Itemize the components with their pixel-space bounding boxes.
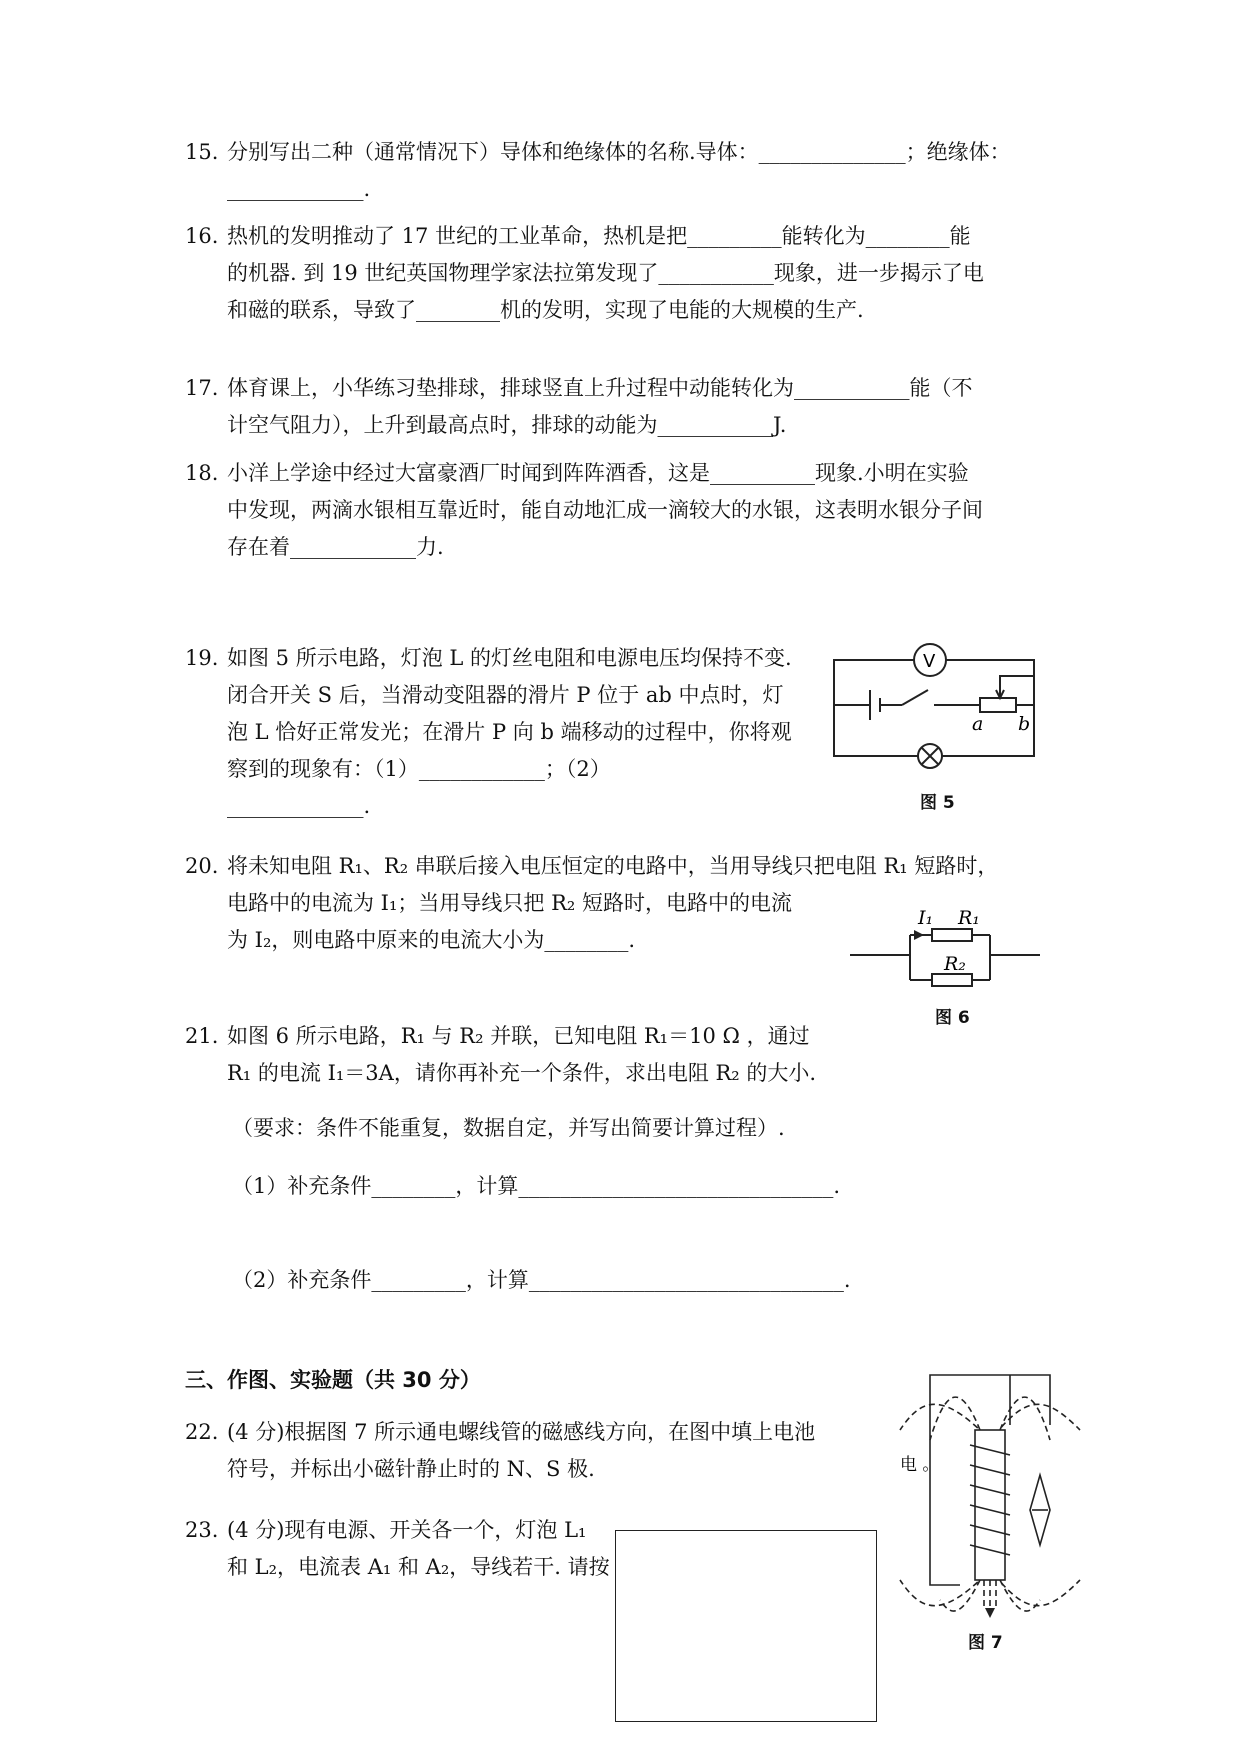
question-number: 21. [185, 1024, 219, 1048]
question-21 [185, 1018, 816, 1092]
question-text: R₁ 的电流 I₁＝3A，请你再补充一个条件，求出电阻 R₂ 的大小. [227, 1061, 817, 1085]
question-text: 将未知电阻 R₁、R₂ 串联后接入电压恒定的电路中，当用导线只把电阻 R₁ 短路时， [227, 854, 999, 878]
figure-5-circuit [830, 630, 1050, 770]
question-number: 23. [185, 1518, 219, 1542]
question-text: _____________. [227, 794, 371, 818]
question-23 [185, 1512, 610, 1586]
question-number: 20. [185, 854, 219, 878]
question-text: 和 L₂，电流表 A₁ 和 A₂，导线若干. 请按 [227, 1555, 610, 1579]
question-text: 中发现，两滴水银相互靠近时，能自动地汇成一滴较大的水银，这表明水银分子间 [227, 498, 983, 522]
arrow-down [985, 1608, 995, 1618]
question-text: 体育课上，小华练习垫排球，排球竖直上升过程中动能转化为___________能（不 [227, 376, 973, 400]
question-number: 15. [185, 140, 219, 164]
question-text: 符号，并标出小磁针静止时的 N、S 极. [227, 1457, 595, 1481]
current-i1-label: I₁ [918, 907, 934, 929]
current-arrow [914, 930, 924, 940]
question-text: 为 I₂，则电路中原来的电流大小为________. [227, 928, 636, 952]
question-18 [185, 455, 983, 566]
terminal-a-label: a [972, 713, 984, 735]
question-21-part-2: （2）补充条件_________，计算______________________________. [232, 1268, 851, 1292]
question-22 [185, 1414, 815, 1488]
question-number: 18. [185, 461, 219, 485]
question-number: 17. [185, 376, 219, 400]
question-19 [185, 640, 792, 825]
question-text: 存在着____________力. [227, 535, 444, 559]
question-text: _____________. [227, 177, 371, 201]
figure-7-caption: 图 7 [968, 1633, 1003, 1653]
resistor-r2-label: R₂ [944, 953, 966, 975]
question-text: 计空气阻力），上升到最高点时，排球的动能为___________J. [227, 413, 787, 437]
question-text: 热机的发明推动了 17 世纪的工业革命，热机是把_________能转化为________能 [227, 224, 971, 248]
resistor-r1 [932, 929, 972, 941]
question-text: 的机器. 到 19 世纪英国物理学家法拉第发现了___________现象，进一步揭示了电 [227, 261, 984, 285]
section-title: 三、作图、实验题（共 30 分） [185, 1368, 481, 1392]
question-text: 小洋上学途中经过大富豪酒厂时闻到阵阵酒香，这是__________现象.小明在实验 [227, 461, 969, 485]
resistor-r1-label: R₁ [958, 907, 980, 929]
question-21-requirement: （要求：条件不能重复，数据自定，并写出简要计算过程）. [232, 1116, 785, 1140]
question-text: 电路中的电流为 I₁；当用导线只把 R₂ 短路时，电路中的电流 [227, 891, 792, 915]
question-text: 察到的现象有：（1）____________；（2） [227, 757, 611, 781]
question-text: 如图 6 所示电路，R₁ 与 R₂ 并联，已知电阻 R₁＝10 Ω ，通过 [227, 1024, 810, 1048]
resistor-r2 [932, 974, 972, 986]
answer-drawing-box[interactable] [615, 1530, 877, 1722]
figure-6-caption: 图 6 [935, 1008, 970, 1028]
question-number: 16. [185, 224, 219, 248]
figure-6-circuit [850, 900, 1050, 1000]
figure-5-caption: 图 5 [920, 793, 955, 813]
question-number: 22. [185, 1420, 219, 1444]
question-number: 19. [185, 646, 219, 670]
question-text: 如图 5 所示电路，灯泡 L 的灯丝电阻和电源电压均保持不变. [227, 646, 792, 670]
question-text: (4 分)根据图 7 所示通电螺线管的磁感线方向，在图中填上电池 [227, 1420, 816, 1444]
question-text: 和磁的联系，导致了________机的发明，实现了电能的大规模的生产. [227, 298, 864, 322]
question-text: (4 分)现有电源、开关各一个，灯泡 L₁ [227, 1518, 587, 1542]
question-17 [185, 370, 973, 444]
question-text: 闭合开关 S 后，当滑动变阻器的滑片 P 位于 ab 中点时，灯 [227, 683, 784, 707]
question-21-part-1: （1）补充条件________，计算______________________________. [232, 1174, 841, 1198]
voltmeter-label: V [923, 651, 936, 672]
rheostat-symbol [980, 698, 1016, 712]
question-text: 分别写出二种（通常情况下）导体和绝缘体的名称.导体：______________；绝缘体： [227, 140, 1011, 164]
question-text: 泡 L 恰好正常发光；在滑片 P 向 b 端移动的过程中，你将观 [227, 720, 792, 744]
figure-7-solenoid [900, 1370, 1080, 1620]
terminal-b-label: b [1018, 713, 1031, 735]
question-16 [185, 218, 984, 329]
question-15 [185, 134, 1011, 208]
switch-symbol [902, 690, 928, 705]
figure-7-mark: 电 。 [900, 1455, 940, 1475]
